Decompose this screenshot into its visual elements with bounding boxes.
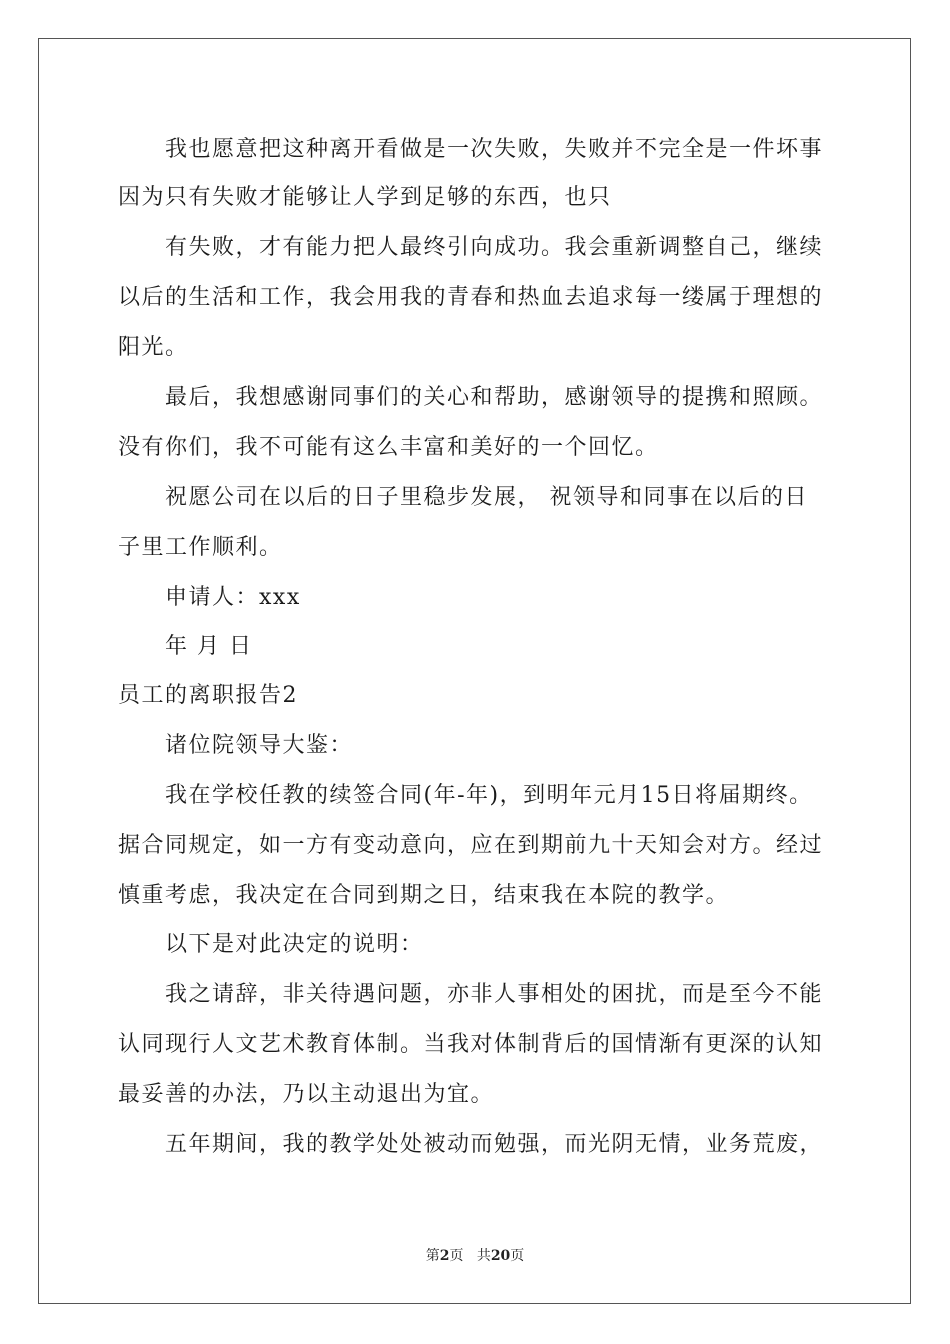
page-footer xyxy=(0,1247,950,1265)
text-line: 因为只有失败才能够让人学到足够的东西，也只 xyxy=(118,185,612,210)
salutation: 诸位院领导大鉴： xyxy=(165,733,354,758)
page-number: 2 xyxy=(439,1248,450,1264)
text-line: 五年期间，我的教学处处被动而勉强，而光阴无情，业务荒废， xyxy=(165,1132,824,1157)
text-line: 我也愿意把这种离开看做是一次失败，失败并不完全是一件坏事 xyxy=(165,137,824,162)
text-line: 据合同规定，如一方有变动意向，应在到期前九十天知会对方。经过 xyxy=(118,833,824,858)
total-prefix: 共 xyxy=(476,1248,491,1264)
total-pages: 20 xyxy=(490,1248,511,1264)
section-title: 员工的离职报告2 xyxy=(118,683,298,708)
text-line: 没有你们，我不可能有这么丰富和美好的一个回忆。 xyxy=(118,435,659,460)
signature-line: 申请人：xxx xyxy=(165,585,301,610)
text-line: 最妥善的办法，乃以主动退出为宜。 xyxy=(118,1082,495,1107)
text-line: 子里工作顺利。 xyxy=(118,535,283,560)
text-line: 我在学校任教的续签合同(年-年)，到明年元月15日将届期终。 xyxy=(165,783,813,808)
text-line: 认同现行人文艺术教育体制。当我对体制背后的国情渐有更深的认知 xyxy=(118,1032,824,1057)
total-suffix: 页 xyxy=(510,1248,525,1264)
text-line: 我之请辞，非关待遇问题，亦非人事相处的困扰，而是至今不能 xyxy=(165,982,824,1007)
text-line: 最后，我想感谢同事们的关心和帮助，感谢领导的提携和照顾。 xyxy=(165,385,824,410)
text-line: 阳光。 xyxy=(118,335,189,360)
page-border xyxy=(38,38,911,1304)
text-line: 以后的生活和工作，我会用我的青春和热血去追求每一缕属于理想的 xyxy=(118,285,824,310)
text-line: 祝愿公司在以后的日子里稳步发展， 祝领导和同事在以后的日 xyxy=(165,485,808,510)
text-line: 以下是对此决定的说明： xyxy=(165,932,424,957)
text-line: 慎重考虑，我决定在合同到期之日，结束我在本院的教学。 xyxy=(118,883,730,908)
date-line: 年 月 日 xyxy=(165,634,253,659)
page-prefix: 第 xyxy=(425,1248,440,1264)
page-suffix: 页 xyxy=(449,1248,464,1264)
text-line: 有失败，才有能力把人最终引向成功。我会重新调整自己，继续 xyxy=(165,235,824,260)
